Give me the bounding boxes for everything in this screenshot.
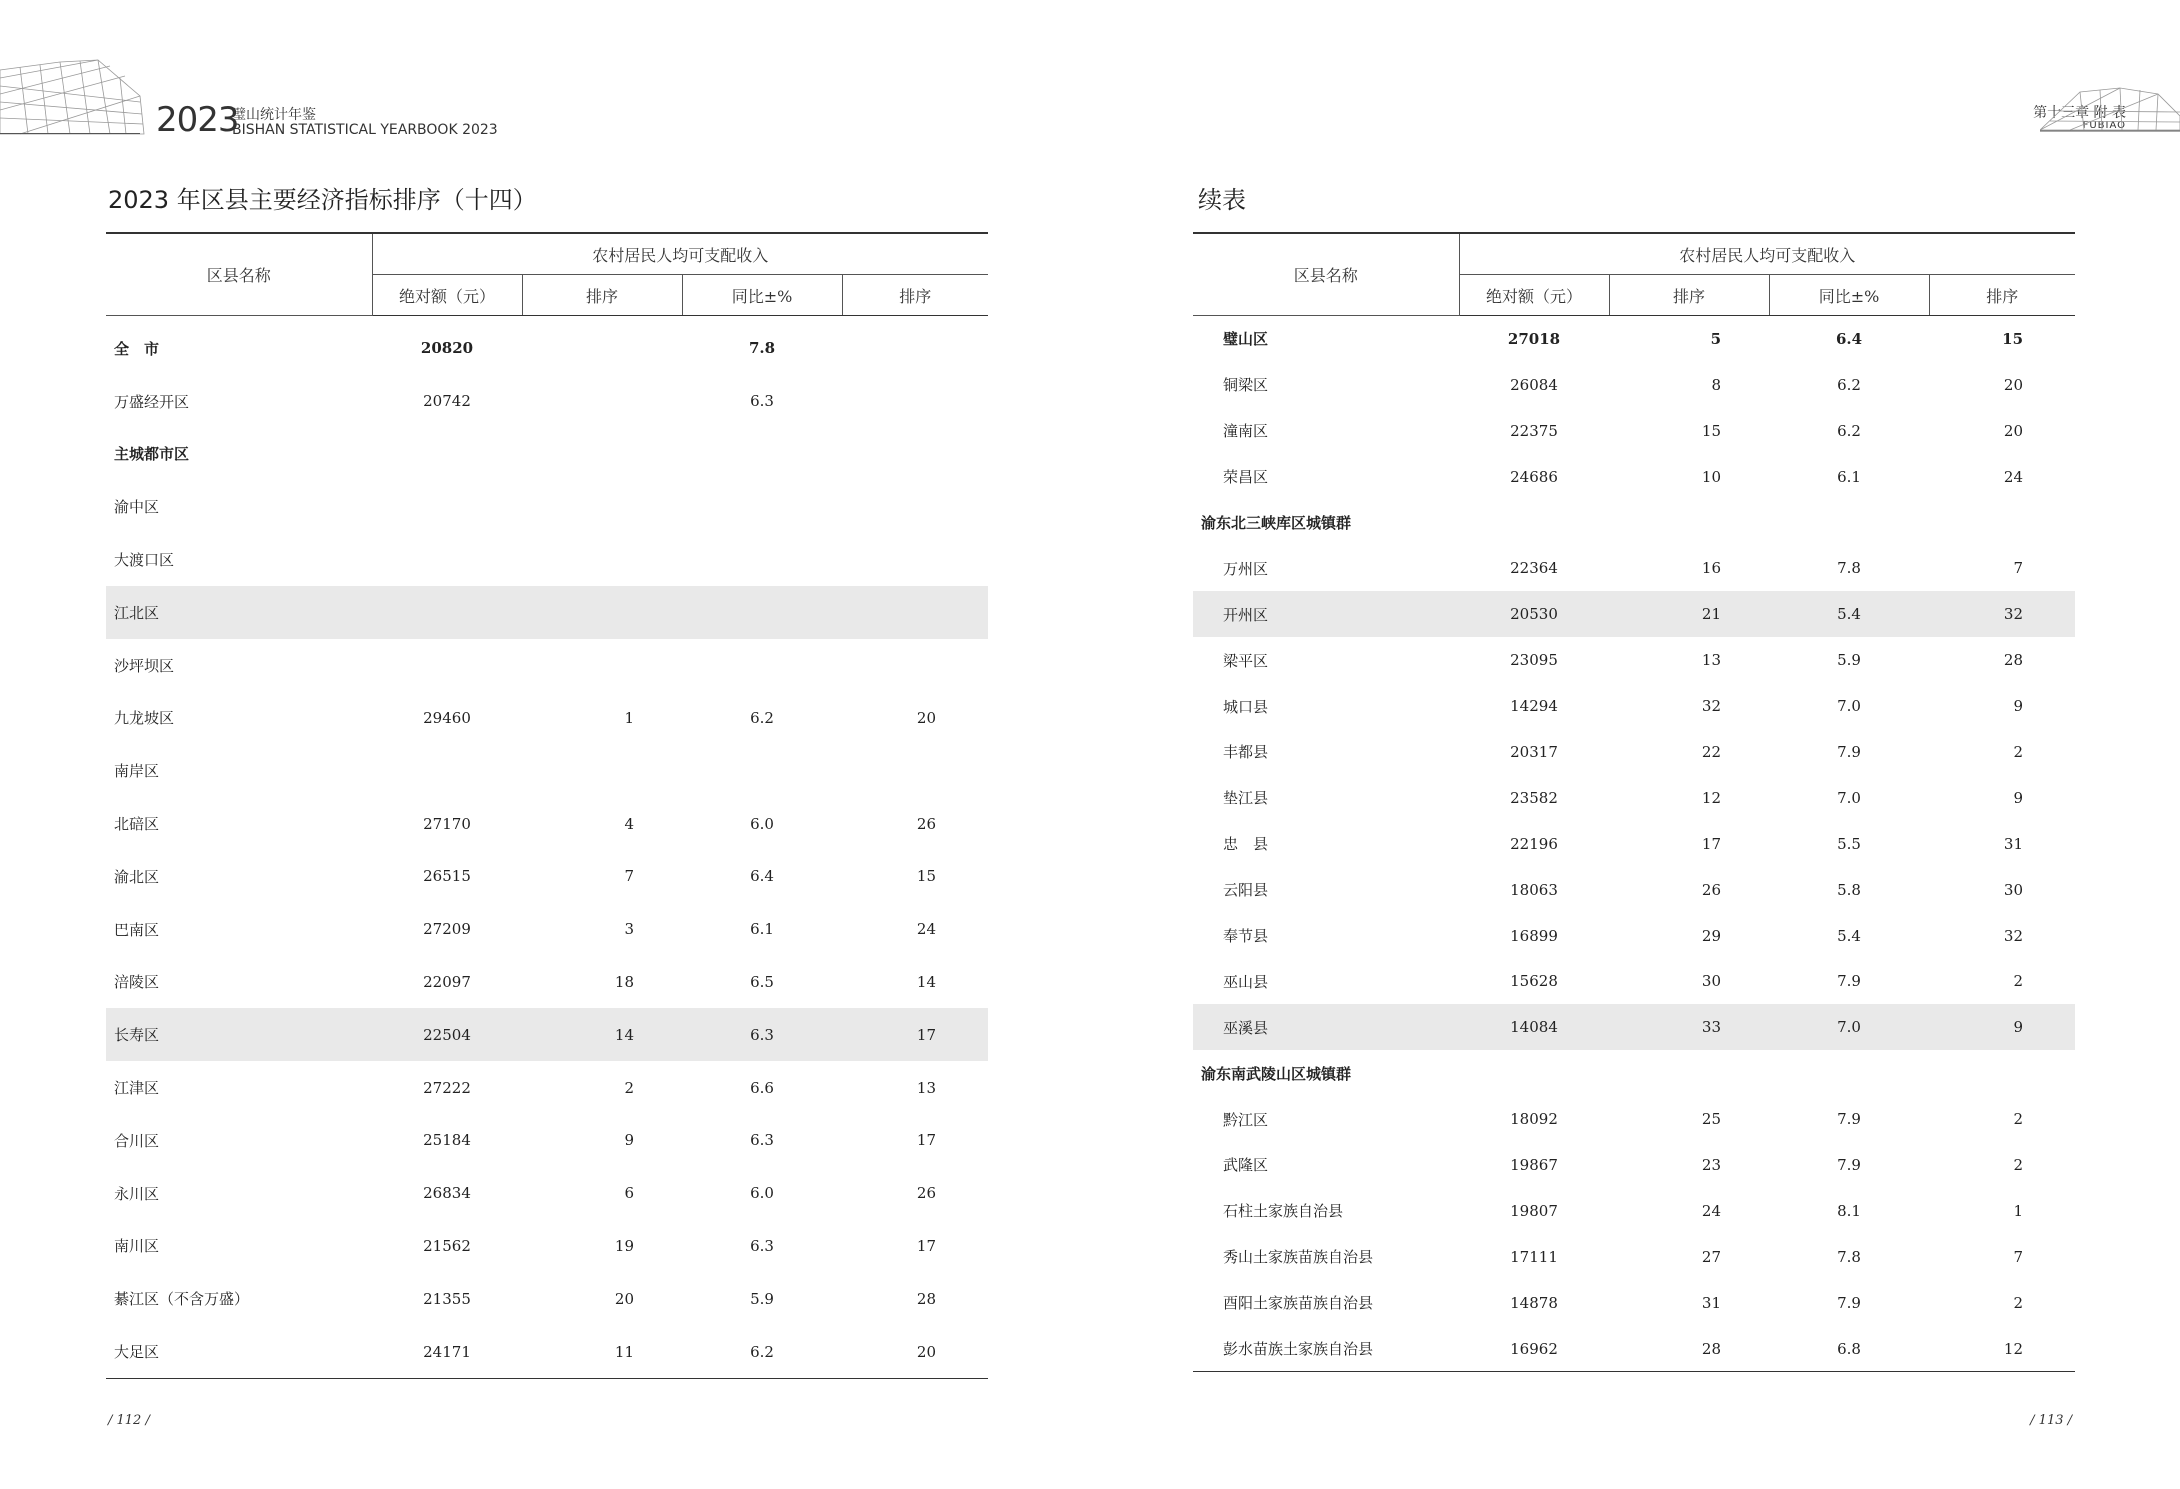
cell-rank2 xyxy=(842,533,988,586)
cell-abs: 25184 xyxy=(423,1131,471,1150)
cell-abs: 16899 xyxy=(1510,926,1558,945)
table-row xyxy=(1193,913,2075,959)
cell-rank2: 13 xyxy=(916,1078,937,1097)
cell-name: 铜梁区 xyxy=(1223,376,1269,395)
table-row xyxy=(106,744,988,797)
cell-name: 巫溪县 xyxy=(1193,1004,1459,1050)
cell-name: 渝中区 xyxy=(114,498,160,517)
header-abs: 绝对额（元） xyxy=(372,275,522,316)
table-row xyxy=(1193,683,2075,729)
cell-yoy: 5.9 xyxy=(750,1289,774,1308)
cell-abs: 15628 xyxy=(1510,972,1558,991)
table-row xyxy=(106,903,988,956)
cell-rank1: 12 xyxy=(1701,788,1721,807)
cell-rank1 xyxy=(522,375,682,428)
cell-rank1: 26 xyxy=(1701,880,1721,899)
table-row xyxy=(106,639,988,692)
cell-rank1: 18 xyxy=(614,972,634,991)
table-row xyxy=(1193,1326,2075,1372)
cell-rank2 xyxy=(842,428,988,481)
cell-name: 长寿区 xyxy=(106,1008,372,1061)
cell-yoy: 6.1 xyxy=(750,920,774,939)
chapter-title: 第十三章 附 表 xyxy=(2033,105,2126,121)
cell-rank1: 21 xyxy=(1609,591,1769,637)
cell-rank2 xyxy=(842,744,988,797)
cell-rank1: 4 xyxy=(624,814,634,833)
cell-yoy: 7.0 xyxy=(1837,788,1861,807)
cell-name: 石柱土家族自治县 xyxy=(1223,1202,1344,1221)
table-row xyxy=(1193,637,2075,683)
cell-yoy: 7.0 xyxy=(1769,1004,1929,1050)
cell-yoy: 5.8 xyxy=(1837,880,1861,899)
cell-name: 秀山土家族苗族自治县 xyxy=(1223,1248,1374,1267)
cell-abs: 23095 xyxy=(1510,651,1558,670)
cell-name: 万州区 xyxy=(1223,559,1269,578)
header-group: 农村居民人均可支配收入 xyxy=(1459,233,2075,275)
cell-name: 酉阳土家族苗族自治县 xyxy=(1223,1294,1374,1313)
cell-rank1 xyxy=(522,744,682,797)
left-table-body xyxy=(106,316,988,1379)
cell-rank1: 7 xyxy=(624,867,634,886)
cell-rank2: 17 xyxy=(916,1131,937,1150)
table-row xyxy=(1193,454,2075,500)
cell-abs: 22504 xyxy=(372,1008,522,1061)
cell-rank1: 20 xyxy=(614,1289,634,1308)
cell-name: 潼南区 xyxy=(1223,422,1269,441)
cell-name: 主城都市区 xyxy=(114,445,190,464)
cell-yoy xyxy=(682,586,842,639)
cell-rank1: 6 xyxy=(624,1184,634,1203)
cell-yoy: 5.5 xyxy=(1837,834,1861,853)
cell-yoy: 6.0 xyxy=(750,1184,774,1203)
table-row xyxy=(106,797,988,850)
cell-rank1: 13 xyxy=(1701,651,1721,670)
cell-name: 奉节县 xyxy=(1223,927,1269,946)
cell-rank1: 33 xyxy=(1609,1004,1769,1050)
cell-abs xyxy=(372,428,522,481)
cell-rank2: 14 xyxy=(916,972,937,991)
cell-yoy: 5.4 xyxy=(1769,591,1929,637)
table-row xyxy=(1193,408,2075,454)
table-row xyxy=(106,586,988,639)
cell-rank1 xyxy=(522,316,682,375)
cell-abs: 18092 xyxy=(1510,1110,1558,1129)
cell-rank2: 31 xyxy=(2003,834,2024,853)
cell-yoy: 6.8 xyxy=(1769,1326,1929,1372)
table-row xyxy=(1193,729,2075,775)
cell-name: 开州区 xyxy=(1193,591,1459,637)
cell-rank1: 22 xyxy=(1701,742,1721,761)
cell-yoy xyxy=(682,428,842,481)
cell-abs: 24686 xyxy=(1510,467,1558,486)
page-number: / 113 / xyxy=(2030,1413,2072,1428)
cell-yoy: 7.9 xyxy=(1837,742,1861,761)
header-region-name: 区县名称 xyxy=(1193,233,1459,316)
yearbook-title-cn: 璧山统计年鉴 xyxy=(232,107,316,123)
cell-rank1: 10 xyxy=(1701,467,1721,486)
cell-abs xyxy=(372,533,522,586)
cell-rank1: 15 xyxy=(1701,421,1721,440)
cell-yoy: 7.8 xyxy=(1837,1247,1861,1266)
page-number: / 112 / xyxy=(108,1413,150,1428)
table-row xyxy=(106,956,988,1009)
cell-yoy: 6.5 xyxy=(750,972,774,991)
cell-abs: 22097 xyxy=(423,972,471,991)
cell-name: 巫山县 xyxy=(1223,972,1269,991)
cell-name: 梁平区 xyxy=(1223,651,1269,670)
cell-rank1: 16 xyxy=(1701,559,1721,578)
cell-abs: 22364 xyxy=(1510,559,1558,578)
cell-rank2: 20 xyxy=(2003,421,2024,440)
cell-name: 云阳县 xyxy=(1223,881,1269,900)
cell-name: 大足区 xyxy=(106,1325,372,1378)
cell-rank1: 17 xyxy=(1701,834,1721,853)
cell-abs: 27018 xyxy=(1507,329,1561,348)
cell-rank2: 28 xyxy=(916,1289,937,1308)
cell-name: 忠 县 xyxy=(1223,835,1269,854)
cell-abs: 20820 xyxy=(420,339,474,358)
cell-rank2: 2 xyxy=(2013,1155,2024,1174)
yearbook-year: 2023 xyxy=(156,100,239,140)
cell-rank1: 11 xyxy=(522,1325,682,1378)
cell-rank2: 17 xyxy=(842,1008,988,1061)
cell-abs: 27222 xyxy=(423,1078,471,1097)
table-row xyxy=(1193,867,2075,913)
cell-yoy: 6.3 xyxy=(682,1008,842,1061)
header-yoy: 同比±% xyxy=(682,275,842,316)
header-region-name: 区县名称 xyxy=(106,233,372,316)
cell-rank2: 1 xyxy=(2013,1201,2024,1220)
building-lineart-icon xyxy=(0,56,150,136)
cell-name: 南川区 xyxy=(114,1237,160,1256)
table-row xyxy=(1193,775,2075,821)
right-table-body xyxy=(1193,316,2075,1372)
cell-yoy xyxy=(682,744,842,797)
header-abs: 绝对额（元） xyxy=(1459,275,1609,316)
table-row xyxy=(1193,1050,2075,1096)
table-row xyxy=(106,850,988,903)
cell-rank2: 2 xyxy=(2013,972,2024,991)
cell-name: 城口县 xyxy=(1223,697,1269,716)
cell-rank1 xyxy=(1609,1050,1769,1096)
cell-rank2: 32 xyxy=(2003,926,2024,945)
cell-abs xyxy=(372,639,522,692)
cell-yoy: 5.9 xyxy=(1837,651,1861,670)
cell-name: 渝北区 xyxy=(114,867,160,886)
building-lineart-icon xyxy=(2040,86,2180,132)
cell-name: 北碚区 xyxy=(114,815,160,834)
cell-abs: 14294 xyxy=(1510,697,1558,716)
header-group: 农村居民人均可支配收入 xyxy=(372,233,988,275)
table-row xyxy=(106,428,988,481)
cell-abs: 20317 xyxy=(1510,742,1558,761)
cell-rank1: 9 xyxy=(624,1131,634,1150)
cell-yoy: 7.9 xyxy=(1837,1155,1861,1174)
cell-yoy xyxy=(682,480,842,533)
cell-abs: 22196 xyxy=(1510,834,1558,853)
cell-rank1: 2 xyxy=(624,1078,634,1097)
right-page xyxy=(1090,0,2180,1489)
cell-rank2 xyxy=(842,639,988,692)
table-row xyxy=(106,1325,988,1378)
cell-name: 全 市 xyxy=(114,339,160,358)
header-rule xyxy=(0,133,140,134)
cell-yoy: 6.3 xyxy=(750,1236,774,1255)
cell-yoy: 6.2 xyxy=(1837,421,1861,440)
left-table xyxy=(106,232,988,1379)
cell-yoy xyxy=(1769,500,1929,546)
cell-rank1: 8 xyxy=(1711,375,1721,394)
cell-name: 永川区 xyxy=(114,1184,160,1203)
cell-name: 渝东北三峡库区城镇群 xyxy=(1201,514,1352,532)
cell-rank1: 27 xyxy=(1701,1247,1721,1266)
cell-yoy: 7.9 xyxy=(1837,972,1861,991)
cell-abs xyxy=(372,744,522,797)
cell-rank2: 32 xyxy=(1929,591,2075,637)
cell-abs: 26834 xyxy=(423,1184,471,1203)
cell-yoy xyxy=(682,639,842,692)
cell-rank1 xyxy=(522,586,682,639)
cell-yoy: 7.9 xyxy=(1837,1293,1861,1312)
table-row xyxy=(1193,1142,2075,1188)
table-row xyxy=(1193,500,2075,546)
cell-rank1: 29 xyxy=(1701,926,1721,945)
table-row xyxy=(106,480,988,533)
cell-abs: 29460 xyxy=(423,708,471,727)
cell-name: 巴南区 xyxy=(114,920,160,939)
cell-rank2: 24 xyxy=(916,920,937,939)
cell-name: 大渡口区 xyxy=(114,551,175,570)
cell-abs: 21562 xyxy=(423,1236,471,1255)
cell-rank2: 2 xyxy=(2013,742,2024,761)
cell-name: 荣昌区 xyxy=(1223,468,1269,487)
cell-abs: 24171 xyxy=(372,1325,522,1378)
header-rank-yoy: 排序 xyxy=(842,275,988,316)
cell-name: 彭水苗族土家族自治县 xyxy=(1193,1326,1459,1372)
cell-rank2: 9 xyxy=(2013,697,2024,716)
chapter-title-en: FUBIAO xyxy=(2082,120,2126,131)
cell-abs: 18063 xyxy=(1510,880,1558,899)
table-row xyxy=(1193,591,2075,637)
table-row xyxy=(1193,821,2075,867)
table-row xyxy=(106,316,988,375)
table-row xyxy=(1193,1188,2075,1234)
cell-rank1: 23 xyxy=(1701,1155,1721,1174)
table-row xyxy=(106,1061,988,1114)
cell-rank2: 24 xyxy=(2003,467,2024,486)
cell-rank2: 15 xyxy=(916,867,937,886)
table-row xyxy=(1193,1280,2075,1326)
cell-rank2: 26 xyxy=(916,1184,937,1203)
cell-rank1: 14 xyxy=(522,1008,682,1061)
cell-rank2 xyxy=(842,375,988,428)
cell-rank1 xyxy=(522,480,682,533)
page-title: 续表 xyxy=(1198,186,1246,214)
cell-abs: 26515 xyxy=(423,867,471,886)
cell-yoy: 7.8 xyxy=(748,339,776,358)
cell-abs: 20530 xyxy=(1459,591,1609,637)
cell-rank2 xyxy=(1929,1050,2075,1096)
cell-abs: 26084 xyxy=(1510,375,1558,394)
cell-rank1: 3 xyxy=(624,920,634,939)
cell-rank1: 25 xyxy=(1701,1110,1721,1129)
table-row xyxy=(1193,545,2075,591)
table-row xyxy=(1193,958,2075,1004)
cell-name: 万盛经开区 xyxy=(114,392,190,411)
cell-rank2: 2 xyxy=(2013,1110,2024,1129)
cell-abs xyxy=(372,586,522,639)
cell-rank2: 15 xyxy=(2002,329,2024,348)
right-table xyxy=(1193,232,2075,1372)
table-row xyxy=(106,1272,988,1325)
cell-rank2: 20 xyxy=(2003,375,2024,394)
cell-name: 綦江区（不含万盛） xyxy=(114,1290,250,1309)
cell-yoy: 6.3 xyxy=(750,1131,774,1150)
table-row xyxy=(1193,1096,2075,1142)
cell-name: 江津区 xyxy=(114,1079,160,1098)
table-row xyxy=(106,533,988,586)
cell-rank2: 30 xyxy=(2003,880,2024,899)
cell-abs: 27209 xyxy=(423,920,471,939)
cell-rank1: 32 xyxy=(1701,697,1721,716)
cell-rank1 xyxy=(522,428,682,481)
cell-rank2: 26 xyxy=(916,814,937,833)
header-rank-yoy: 排序 xyxy=(1929,275,2075,316)
cell-rank1: 30 xyxy=(1701,972,1721,991)
cell-abs: 22375 xyxy=(1510,421,1558,440)
yearbook-title-en: BISHAN STATISTICAL YEARBOOK 2023 xyxy=(232,122,498,138)
cell-abs xyxy=(372,480,522,533)
cell-yoy: 8.1 xyxy=(1837,1201,1861,1220)
cell-rank1: 28 xyxy=(1609,1326,1769,1372)
cell-rank1 xyxy=(522,533,682,586)
header-yoy: 同比±% xyxy=(1769,275,1929,316)
cell-yoy: 6.2 xyxy=(682,1325,842,1378)
cell-yoy: 6.4 xyxy=(1835,329,1863,348)
cell-rank2: 2 xyxy=(2013,1293,2024,1312)
cell-abs xyxy=(1459,500,1609,546)
cell-name: 璧山区 xyxy=(1223,330,1269,349)
cell-name: 垫江县 xyxy=(1223,789,1269,808)
cell-rank1: 31 xyxy=(1701,1293,1721,1312)
cell-rank2: 28 xyxy=(2003,651,2024,670)
cell-abs: 20742 xyxy=(423,392,471,411)
cell-rank2: 7 xyxy=(2013,559,2024,578)
cell-rank2: 9 xyxy=(2013,788,2024,807)
cell-yoy: 6.4 xyxy=(750,867,774,886)
cell-rank1 xyxy=(1609,500,1769,546)
cell-rank2 xyxy=(842,586,988,639)
cell-yoy: 7.9 xyxy=(1837,1110,1861,1129)
header-rank: 排序 xyxy=(1609,275,1769,316)
cell-rank2: 20 xyxy=(916,708,937,727)
cell-yoy: 7.8 xyxy=(1837,559,1861,578)
cell-abs: 14084 xyxy=(1459,1004,1609,1050)
cell-yoy: 6.6 xyxy=(750,1078,774,1097)
cell-abs: 14878 xyxy=(1510,1293,1558,1312)
cell-abs: 23582 xyxy=(1510,788,1558,807)
table-row xyxy=(1193,316,2075,362)
table-row xyxy=(1193,1004,2075,1050)
cell-abs: 19807 xyxy=(1510,1201,1558,1220)
table-row xyxy=(1193,362,2075,408)
cell-yoy xyxy=(682,533,842,586)
cell-rank1: 19 xyxy=(614,1236,634,1255)
table-row xyxy=(1193,1234,2075,1280)
cell-yoy: 6.0 xyxy=(750,814,774,833)
cell-name: 渝东南武陵山区城镇群 xyxy=(1201,1064,1352,1083)
table-row xyxy=(106,692,988,745)
cell-rank2 xyxy=(842,480,988,533)
cell-name: 丰都县 xyxy=(1223,743,1269,762)
cell-name: 武隆区 xyxy=(1223,1156,1269,1175)
cell-yoy: 6.2 xyxy=(1837,375,1861,394)
cell-rank2: 17 xyxy=(916,1236,937,1255)
cell-rank1: 1 xyxy=(624,708,634,727)
table-row xyxy=(106,1167,988,1220)
cell-rank2: 12 xyxy=(1929,1326,2075,1372)
cell-rank2: 20 xyxy=(842,1325,988,1378)
cell-name: 合川区 xyxy=(114,1131,160,1150)
cell-abs: 16962 xyxy=(1459,1326,1609,1372)
cell-rank1 xyxy=(522,639,682,692)
cell-abs: 19867 xyxy=(1510,1155,1558,1174)
cell-name: 江北区 xyxy=(106,586,372,639)
table-row xyxy=(106,1114,988,1167)
cell-abs: 17111 xyxy=(1510,1247,1558,1266)
cell-yoy: 6.3 xyxy=(750,392,774,411)
cell-rank2: 9 xyxy=(1929,1004,2075,1050)
cell-name: 南岸区 xyxy=(114,762,160,781)
header-rank: 排序 xyxy=(522,275,682,316)
table-row xyxy=(106,375,988,428)
cell-name: 涪陵区 xyxy=(114,973,160,992)
cell-yoy: 7.0 xyxy=(1837,697,1861,716)
cell-abs xyxy=(1459,1050,1609,1096)
cell-name: 九龙坡区 xyxy=(114,709,175,728)
cell-rank2 xyxy=(842,316,988,375)
cell-yoy: 6.1 xyxy=(1837,467,1861,486)
page-title: 2023 年区县主要经济指标排序（十四） xyxy=(108,186,537,214)
cell-name: 黔江区 xyxy=(1223,1110,1269,1129)
cell-yoy: 5.4 xyxy=(1837,926,1861,945)
cell-name: 沙坪坝区 xyxy=(114,656,175,675)
cell-yoy: 6.2 xyxy=(750,708,774,727)
cell-abs: 21355 xyxy=(423,1289,471,1308)
cell-rank1: 24 xyxy=(1701,1201,1721,1220)
table-row xyxy=(106,1008,988,1061)
cell-rank1: 5 xyxy=(1710,329,1721,348)
cell-rank2 xyxy=(1929,500,2075,546)
cell-rank2: 7 xyxy=(2013,1247,2024,1266)
cell-abs: 27170 xyxy=(423,814,471,833)
table-row xyxy=(106,1220,988,1273)
cell-yoy xyxy=(1769,1050,1929,1096)
